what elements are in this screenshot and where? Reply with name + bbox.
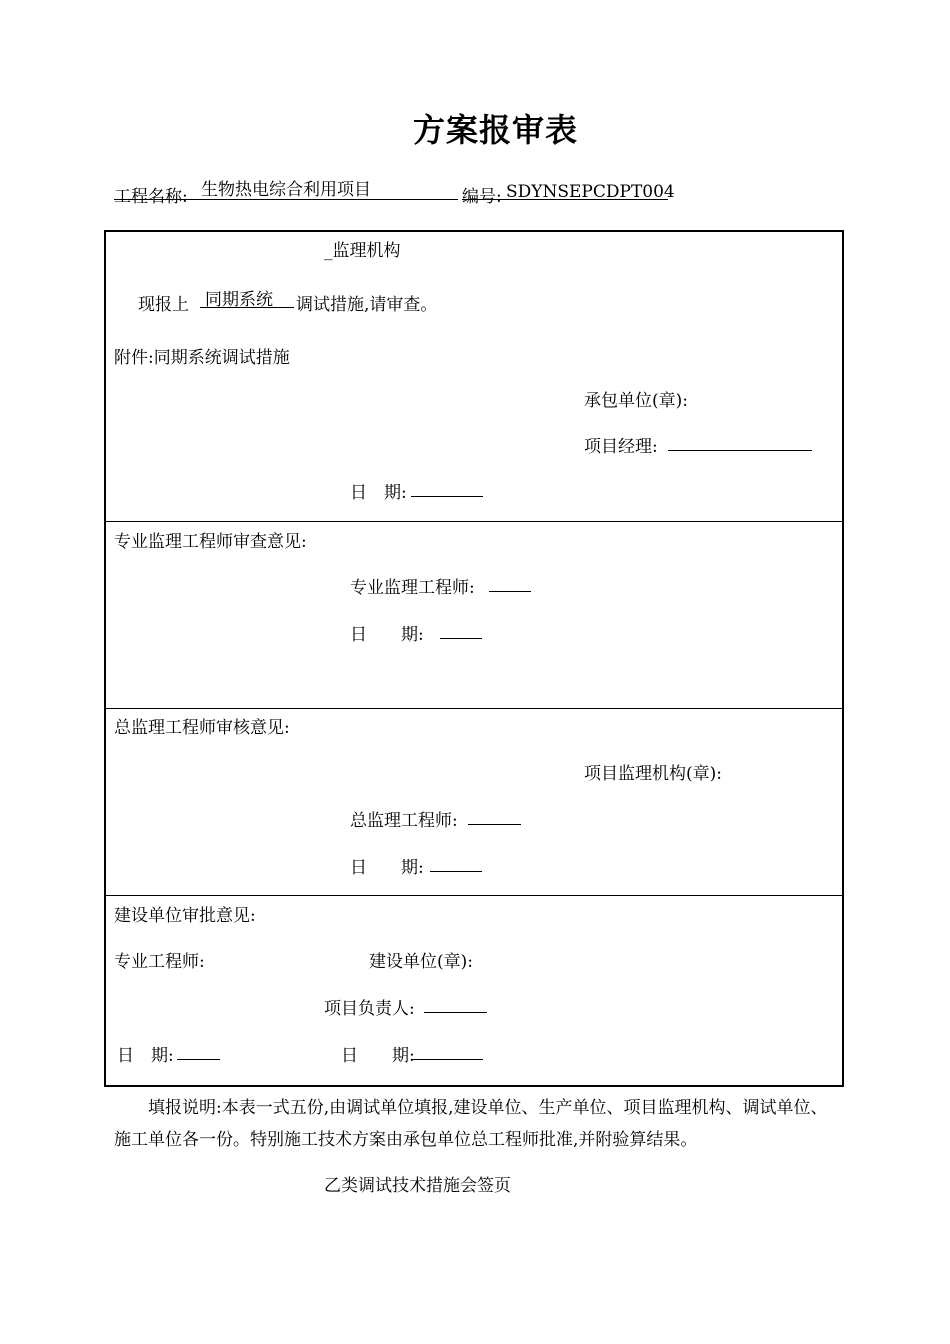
date-label: 日 期: <box>341 1046 415 1066</box>
footer-caption: 乙类调试技术措施会签页 <box>324 1176 511 1196</box>
chief-review-heading: 总监理工程师审核意见: <box>114 718 290 738</box>
report-prefix: 现报上 <box>138 295 189 315</box>
project-label: 工程名称: <box>114 187 188 207</box>
row-divider-2 <box>104 708 844 709</box>
date-line[interactable] <box>411 496 483 497</box>
manager-signature-line[interactable] <box>668 450 812 451</box>
date-line[interactable] <box>430 871 482 872</box>
date-line[interactable] <box>411 1059 483 1060</box>
page-title: 方案报审表 <box>413 111 579 149</box>
project-leader-label: 项目负责人: <box>324 999 415 1019</box>
supervision-org-stamp-label: 项目监理机构(章): <box>584 764 722 784</box>
date-label: 日 期: <box>350 483 407 503</box>
specialist-review-heading: 专业监理工程师审查意见: <box>114 532 307 552</box>
row-divider-1 <box>104 521 844 522</box>
filling-notes-line-1: 填报说明:本表一式五份,由调试单位填报,建设单位、生产单位、项目监理机构、调试单位、 <box>148 1098 828 1118</box>
report-suffix: 调试措施,请审查。 <box>296 295 438 315</box>
number-underline <box>462 199 668 200</box>
document-number: SDYNSEPCDPT004 <box>506 182 675 202</box>
date-label: 日 期: <box>350 858 424 878</box>
date-label: 日 期: <box>117 1046 174 1066</box>
date-label: 日 期: <box>350 625 424 645</box>
specialist-signature-line[interactable] <box>489 591 531 592</box>
attachment: 附件:同期系统调试措施 <box>114 348 290 368</box>
owner-engineer-label: 专业工程师: <box>114 952 205 972</box>
leader-signature-line[interactable] <box>424 1012 487 1013</box>
report-system-value: 同期系统 <box>205 290 273 310</box>
supervision-org: _监理机构 <box>324 241 401 261</box>
project-name-value: 生物热电综合利用项目 <box>201 180 371 200</box>
chief-engineer-label: 总监理工程师: <box>350 811 458 831</box>
chief-signature-line[interactable] <box>468 824 521 825</box>
owner-stamp-label: 建设单位(章): <box>369 952 473 972</box>
date-line[interactable] <box>177 1059 220 1060</box>
specialist-engineer-label: 专业监理工程师: <box>350 578 475 598</box>
row-divider-3 <box>104 895 844 896</box>
contractor-label: 承包单位(章): <box>584 391 688 411</box>
manager-label: 项目经理: <box>584 437 658 457</box>
filling-notes-line-2: 施工单位各一份。特别施工技术方案由承包单位总工程师批准,并附验算结果。 <box>114 1130 698 1150</box>
owner-approval-heading: 建设单位审批意见: <box>114 906 256 926</box>
date-line[interactable] <box>440 638 482 639</box>
blank-underline <box>398 199 458 200</box>
number-label: 编号: <box>462 187 502 207</box>
